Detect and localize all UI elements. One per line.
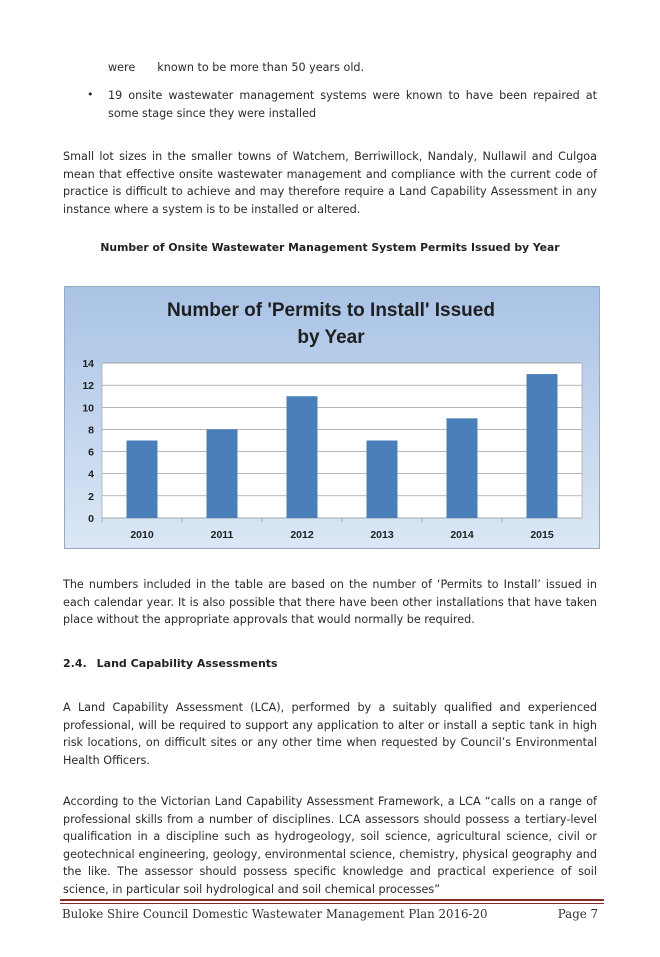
continuation-text: known to be more than 50 years old. [157, 61, 365, 74]
bar-2013 [367, 441, 398, 519]
y-tick-label: 8 [88, 424, 94, 437]
bar-2014 [447, 418, 478, 518]
bullet-text: 19 onsite wastewater management systems were known to have been repaired at some stage since they were installed [108, 89, 597, 120]
footer-rule-thin [60, 903, 604, 904]
chart-title-line1: Number of 'Permits to Install' Issued [167, 300, 495, 321]
paragraph-lca-intro: A Land Capability Assessment (LCA), performed by a suitably qualified and experienced professional, will be required to support any application to alter or install a septic tank in high risk locations, on difficult sites or any other time when requested by Council’s Environmental Health Officers. [63, 701, 597, 767]
figure-caption: Number of Onsite Wastewater Management System Permits Issued by Year [100, 241, 560, 254]
y-tick-label: 0 [88, 513, 94, 525]
section-heading [63, 657, 278, 670]
chart-svg [64, 286, 600, 549]
section-title: Land Capability Assessments [96, 657, 278, 670]
x-tick-label: 2014 [450, 529, 474, 541]
x-tick-label: 2012 [290, 529, 314, 541]
bullet-glyph: • [87, 88, 94, 101]
page-number: Page 7 [557, 907, 598, 921]
x-tick-label: 2011 [210, 529, 234, 541]
bar-2015 [527, 374, 558, 518]
plot-area [102, 363, 582, 518]
y-tick-label: 6 [88, 446, 94, 459]
x-tick-label: 2010 [130, 529, 154, 541]
x-tick-label: 2013 [370, 529, 394, 541]
y-tick-label: 4 [88, 468, 94, 481]
paragraph-permits-note: The numbers included in the table are based on the number of ‘Permits to Install’ issued in each calendar year. It is also possible that there have been other installations that have taken place without the appropriate approvals that would normally be required. [63, 578, 597, 626]
continuation-word: were [108, 61, 136, 74]
y-tick-label: 10 [82, 402, 94, 415]
y-tick-label: 2 [88, 490, 94, 503]
continuation-line [108, 59, 364, 77]
permits-chart [64, 286, 600, 549]
y-tick-label: 12 [82, 380, 94, 393]
footer-rule-thick [60, 899, 604, 901]
y-tick-label: 14 [82, 358, 94, 370]
chart-title-line2: by Year [297, 327, 365, 348]
bar-2012 [287, 396, 318, 518]
bar-2011 [207, 429, 238, 518]
paragraph-small-lots: Small lot sizes in the smaller towns of Watchem, Berriwillock, Nandaly, Nullawil and Culgoa mean that effective onsite wastewater management and compliance with the current code of practice is difficult to achieve and may therefore require a Land Capability Assessment in any instance where a system is to be installed or altered. [63, 150, 597, 216]
paragraph-lca-framework: According to the Victorian Land Capability Assessment Framework, a LCA “calls on a range of professional skills from a number of disciplines. LCA assessors should possess a tertiary-level qualification in a discipline such as hydrogeology, soil science, agricultural science, civil or geotechnical engineering, geology, environmental science, chemistry, physical geography and the like. The assessor should possess specific knowledge and practical experience of soil science, in particular soil hydrological and soil chemical processes” [63, 795, 597, 896]
section-number: 2.4. [63, 657, 87, 670]
bar-2010 [127, 441, 158, 519]
x-tick-label: 2015 [530, 529, 554, 541]
footer-title: Buloke Shire Council Domestic Wastewater Management Plan 2016-20 [62, 907, 488, 921]
